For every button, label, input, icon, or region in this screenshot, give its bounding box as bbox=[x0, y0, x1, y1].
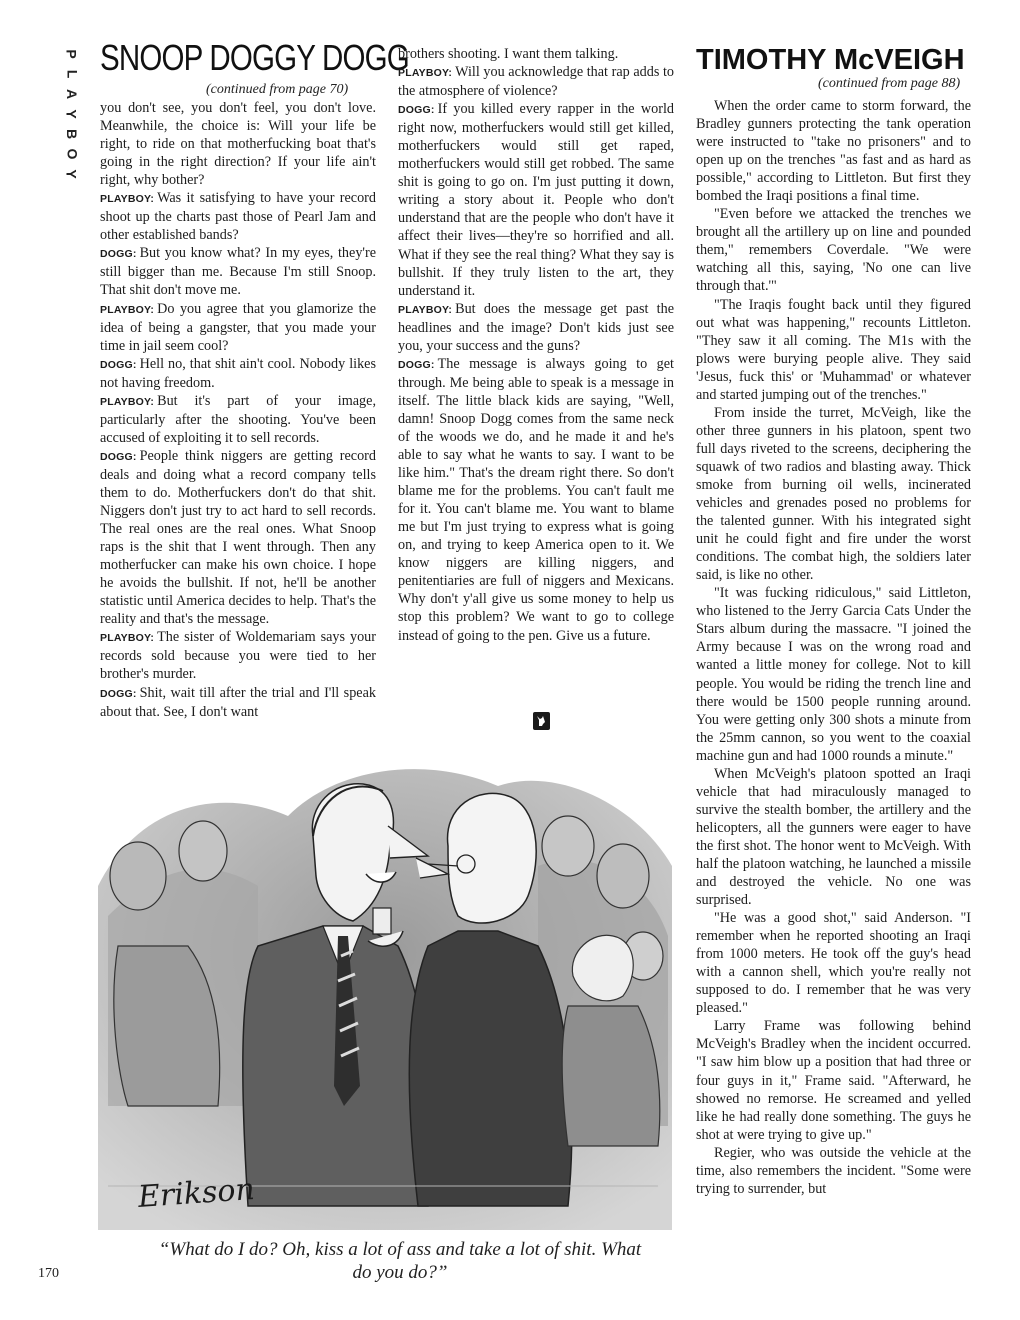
interview-paragraph bbox=[398, 63, 674, 100]
speaker-label: PLAYBOY: bbox=[398, 303, 453, 316]
article-paragraph: From inside the turret, McVeigh, like the other three gunners in his platoon, spent two full days riveted to the screens, deciphering the squawk of two radios and blasting away. Thick smoke from burning oil wells, incinerated vehicles and grenades posed no problems for the talented gunner. With his integrated sight unit he could fight and fire under the worst conditions. The combat high, the soldiers later said, is like no other. bbox=[696, 404, 971, 584]
paragraph-text: The sister of Woldemariam says your records sold because you were tied to her brother's murder. bbox=[100, 629, 376, 683]
logo-letter: O bbox=[63, 148, 80, 160]
interview-paragraph bbox=[100, 392, 376, 447]
interview-paragraph bbox=[398, 45, 674, 63]
speaker-label: DOGG: bbox=[100, 248, 137, 261]
paragraph-text: But does the message get past the headlines and the image? Don't kids just see you, your success and the guns? bbox=[398, 300, 674, 354]
interview-paragraph bbox=[100, 684, 376, 721]
continued-from-page-88: (continued from page 88) bbox=[818, 76, 961, 91]
mcveigh-headline: TIMOTHY McVEIGH bbox=[696, 44, 965, 76]
interview-paragraph bbox=[100, 244, 376, 299]
speaker-label: DOGG: bbox=[398, 358, 435, 371]
article-paragraph: "He was a good shot," said Anderson. "I remember when he reported shooting an Iraqi from 1000 meters. He took off the guy's head with a cannon shell, which you're really not supposed to do. I remember that he was very pleased." bbox=[696, 910, 971, 1017]
article-paragraph: When McVeigh's platoon spotted an Iraqi vehicle that had miraculously managed to survive the stealth bomber, the artillery and the helicopters, all the gunners were eager to have the first shot. The honor went to McVeigh. With half the platoon watching, he launched a missile and destroyed the vehicle. No one was surprised. bbox=[696, 765, 971, 909]
logo-letter: Y bbox=[64, 169, 80, 179]
paragraph-text: Will you acknowledge that rap adds to the atmosphere of violence? bbox=[398, 64, 674, 100]
speaker-label: PLAYBOY: bbox=[100, 303, 155, 316]
paragraph-text: But you know what? In my eyes, they're still bigger than me. Because I'm still Snoop. That shit don't move me. bbox=[100, 245, 376, 299]
interview-paragraph bbox=[100, 355, 376, 392]
cartoonist-signature: Erikson bbox=[136, 1171, 256, 1216]
paragraph-text: Hell no, that shit ain't cool. Nobody likes not having freedom. bbox=[100, 355, 376, 391]
interview-paragraph bbox=[100, 300, 376, 355]
speaker-label: PLAYBOY: bbox=[100, 395, 155, 408]
speaker-label: DOGG: bbox=[398, 104, 435, 117]
article-paragraph: Larry Frame was following behind McVeigh's Bradley when the incident occurred. "I saw him blow up a position that had three or four guys in it," Frame said. "Afterward, he showed no remorse. He screamed and yelled like he had really done something. The guys he shot at were trying to give up." bbox=[696, 1018, 971, 1143]
logo-letter: Y bbox=[64, 109, 80, 119]
article-paragraph: Regier, who was outside the vehicle at the time, also remembers the incident. "Some were trying to surrender, but bbox=[696, 1144, 971, 1197]
interview-paragraph bbox=[398, 355, 674, 645]
interview-paragraph bbox=[100, 628, 376, 683]
interview-column-1 bbox=[100, 99, 376, 721]
logo-letter: B bbox=[64, 128, 80, 140]
logo-letter: L bbox=[64, 69, 80, 79]
interview-paragraph bbox=[398, 300, 674, 355]
paragraph-text: you don't see, you don't feel, you don't love. Meanwhile, the choice is: Will your life be right, to ride on that motherfucking boat that's going in the right direction? If your life ain't right, why bother? bbox=[100, 100, 376, 189]
interview-paragraph bbox=[100, 189, 376, 244]
speaker-label: DOGG: bbox=[100, 687, 137, 700]
mcveigh-article-column bbox=[696, 97, 971, 1198]
article-paragraph: "The Iraqis fought back until they figured out what was happening," recounts Littleton. "They saw it all coming. The M1s with the plows were burying people alive. They said 'Jesus, fuck this' or 'Muhammad' or whatever and started jumping out of the trenches." bbox=[696, 296, 971, 403]
interview-column-2 bbox=[398, 45, 674, 645]
paragraph-text: Was it satisfying to have your record shoot up the charts past those of Pearl Jam and other established bands? bbox=[100, 190, 376, 244]
article-paragraph: "It was fucking ridiculous," said Littleton, who listened to the Jerry Garcia Cats Under the Stars album during the massacre. "I joined the Army because I was on the wrong road and wanted a little money for college. Not to kill people. You would be riding the trench line and there would be 1500 people running around. You were getting only 300 shots a minute from the 25mm cannon, so you went to the coaxial machine gun and had 1000 rounds a minute." bbox=[696, 585, 971, 764]
article-paragraph: When the order came to storm forward, the Bradley gunners protecting the tank operation were instructed to "take no prisoners" and to open up on the trenches "as fast and as hard as possible," according to Littleton. But first they bombed the Iraqi positions a final time. bbox=[696, 98, 971, 205]
paragraph-text: Shit, wait till after the trial and I'll speak about that. See, I don't want bbox=[100, 684, 376, 720]
page-number: 170 bbox=[38, 1266, 59, 1281]
speaker-label: PLAYBOY: bbox=[100, 632, 155, 645]
speaker-label: DOGG: bbox=[100, 450, 137, 463]
paragraph-text: If you killed every rapper in the world right now, motherfuckers would still get killed, motherfuckers would still get raped, motherfuckers would still get robbed. The same shit is going to go on. I'm just putting it down, writing a story about it. People who don't understand that are the people who don't have it affect their lives—they're so horrified and all. What if they see the real thing? What they say is bullshit. If they truly listen to the art, they understand it. bbox=[398, 101, 674, 299]
interview-paragraph bbox=[100, 447, 376, 628]
speaker-label: PLAYBOY: bbox=[398, 67, 453, 80]
paragraph-text: brothers shooting. I want them talking. bbox=[398, 46, 619, 62]
interview-paragraph bbox=[398, 100, 674, 300]
snoop-dogg-headline: SNOOP DOGGY DOGG bbox=[100, 37, 409, 78]
playboy-bunny-end-mark-icon bbox=[533, 712, 550, 730]
paragraph-text: But it's part of your image, particularly after the shooting. You've been accused of exploiting it to sell records. bbox=[100, 392, 376, 446]
article-paragraph: "Even before we attacked the trenches we brought all the artillery up on line and pounded them," remembers Coverdale. "We were watching all this, saying, 'No one can live through that.'" bbox=[696, 206, 971, 295]
cartoon-illustration bbox=[98, 746, 672, 1230]
speaker-label: PLAYBOY: bbox=[100, 193, 155, 206]
paragraph-text: The message is always going to get through. Me being able to speak is a message in itself. The little black kids are saying, "Well, damn! Snoop Dogg comes from the same neck of the woods we do, and he made it and he's able to say what he wants to say. I want to be like him." That's the dream right there. So don't blame me for the problems. You can't fault me for it. You can't blame me. You want to blame me but I'm just trying to express what is going on, and trying to keep America open to it. We know niggers are killing niggers, and penitentiaries are full of niggers and Mexicans. Why don't y'all give us some money to help us stop this problem? We want to go to college instead of going to the pen. Give us a future. bbox=[398, 355, 674, 644]
paragraph-text: Do you agree that you glamorize the idea of being a gangster, that you made your time in jail seem cool? bbox=[100, 300, 376, 354]
paragraph-text: People think niggers are getting record deals and doing what a record company tells them to do. Motherfuckers don't do that shit. Niggers don't just try to act hard to sell records. The real ones are the real ones. What Snoop raps is the shit that I went through. Then any motherfucker can make his own choice. I hope he avoids the bullshit. If not, he'll be another statistic until America decides to help. That's the reality and that's the message. bbox=[100, 447, 376, 628]
playboy-vertical-logo bbox=[58, 44, 80, 184]
speaker-label: DOGG: bbox=[100, 358, 137, 371]
logo-letter: A bbox=[64, 88, 80, 100]
interview-paragraph bbox=[100, 99, 376, 189]
cartoon-caption: “What do I do? Oh, kiss a lot of ass and take a lot of shit. What do you do?” bbox=[158, 1239, 642, 1283]
continued-from-page-70: (continued from page 70) bbox=[206, 82, 349, 97]
logo-letter: P bbox=[64, 49, 80, 59]
